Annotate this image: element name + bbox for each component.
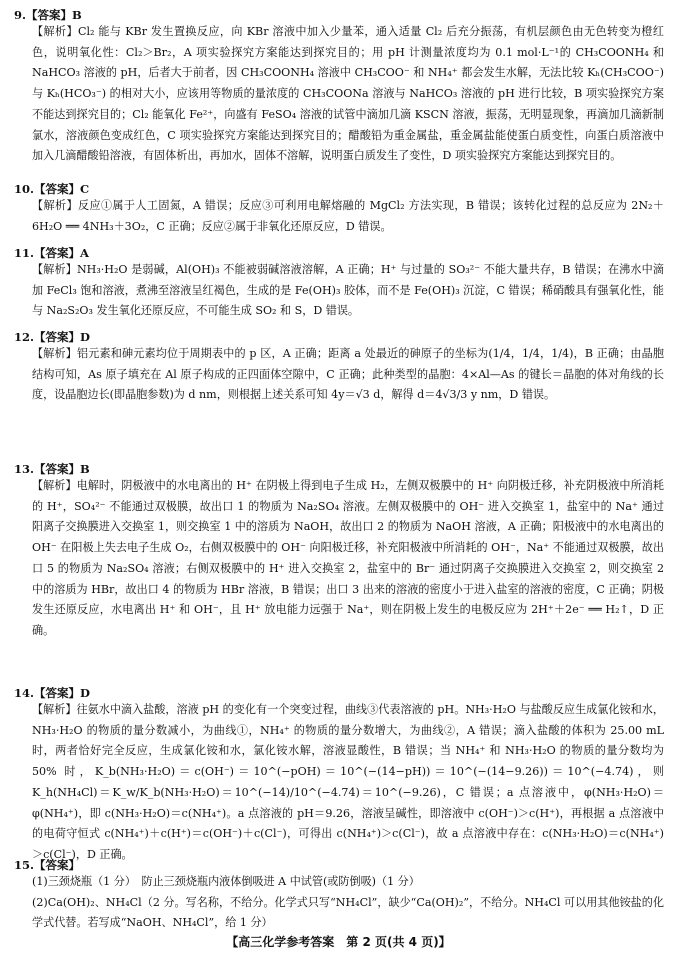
analysis-text: 【解析】NH₃·H₂O 是弱碱，Al(OH)₃ 不能被弱碱溶液溶解，A 正确；H⁺ 与过量的 SO₃²⁻ 不能大量共存，B 错误；在沸水中滴加 FeCl₃ 饱和溶液，煮沸至溶液呈红褐色，生成的是 Fe(OH)₃ 胶体，而不是 Fe(OH)₃ 沉淀，C 错误；稀硝酸具有强氧化性，能与 Na₂S₂O₃ 发生氧化还原反应，不可能生成 SO₂ 和 S，D 错误。 <box>32 263 664 318</box>
answer-line <box>14 246 664 260</box>
answer-tag: 【答案】B <box>26 8 82 22</box>
analysis-text: 【解析】铝元素和砷元素均位于周期表中的 p 区，A 正确；距离 a 处最近的砷原子的坐标为(1/4，1/4，1/4)，B 正确；由晶胞结构可知，As 原子填充在 Al 原子构成的正四面体空隙中，C 正确；此种类型的晶胞：4×Al—As 的键长＝晶胞的体对角线的长度，设晶胞边长(即晶胞参数)为 d nm，则根据上述关系可知 4y＝√3 d，解得 d＝4√3/3 y nm，D 错误。 <box>32 347 664 402</box>
answer-tag: 【答案】 <box>34 858 81 872</box>
question-number: 12. <box>14 330 35 344</box>
question-13 <box>14 462 664 642</box>
question-15 <box>14 858 664 934</box>
answer-tag: 【答案】D <box>34 330 90 344</box>
answer-tag: 【答案】D <box>34 686 90 700</box>
answer-tag: 【答案】B <box>34 462 90 476</box>
answer-line <box>14 462 664 476</box>
answer-line <box>14 858 664 872</box>
answer-tag: 【答案】C <box>34 182 90 196</box>
analysis-text: (1)三颈烧瓶（1 分） 防止三颈烧瓶内液体倒吸进 A 中试管(或防倒吸)（1 分） (2)Ca(OH)₂、NH₄Cl（2 分。写名称，不给分。化学式只写“NH₄Cl”，缺少“Ca(OH)₂”，不给分。NH₄Cl 可以用其他铵盐的化学式代替。若写成“NaOH、NH₄Cl”，给 1 分） <box>32 875 664 930</box>
answer-line <box>14 8 664 22</box>
question-number: 9. <box>14 8 27 22</box>
question-9 <box>14 8 664 167</box>
question-number: 13. <box>14 462 35 476</box>
question-14 <box>14 686 664 866</box>
analysis-text: 【解析】反应①属于人工固氮，A 错误；反应③可利用电解熔融的 MgCl₂ 方法实现，B 错误；该转化过程的总反应为 2N₂＋6H₂O ══ 4NH₃＋3O₂，C 正确；反应②属于非氧化还原反应，D 错误。 <box>32 199 664 233</box>
question-10 <box>14 182 664 237</box>
answer-tag: 【答案】A <box>34 246 89 260</box>
question-12 <box>14 330 664 406</box>
question-11 <box>14 246 664 322</box>
answer-line <box>14 686 664 700</box>
page-footer: 【高三化学参考答案 第 2 页(共 4 页)】 <box>226 935 451 949</box>
question-number: 14. <box>14 686 35 700</box>
question-number: 11. <box>14 246 35 260</box>
answer-line <box>14 182 664 196</box>
analysis-text: 【解析】Cl₂ 能与 KBr 发生置换反应，向 KBr 溶液中加入少量苯，通入适量 Cl₂ 后充分振荡，有机层颜色由无色转变为橙红色，说明氧化性：Cl₂＞Br₂，A 项实验探究方案能达到探究目的；用 pH 计测量浓度均为 0.1 mol·L⁻¹的 CH₃COONH₄ 和 NaHCO₃ 溶液的 pH，后者大于前者，因 CH₃COONH₄ 溶液中 CH₃COO⁻ 和 NH₄⁺ 都会发生水解，无法比较 Kₕ(CH₃COO⁻) 与 Kₕ(HCO₃⁻) 的相对大小，应该用等物质的量浓度的 CH₃COONa 溶液与 NaHCO₃ 溶液的 pH 进行比较，B 项实验探究方案不能达到探究目的；Cl₂ 能氧化 Fe²⁺，向盛有 FeSO₄ 溶液的试管中滴加几滴 KSCN 溶液，振荡，无明显现象，再滴加几滴新制氯水，溶液颜色变成红色，C 项实验探究方案能达到探究目的；醋酸铅为重金属盐，重金属盐能使蛋白质变性，向蛋白质溶液中加入几滴醋酸铅溶液，有固体析出，再加水，固体不溶解，说明蛋白质发生了变性，D 项实验探究方案能达到探究目的。 <box>32 25 664 163</box>
question-number: 15. <box>14 858 35 872</box>
answer-line <box>14 330 664 344</box>
question-number: 10. <box>14 182 35 196</box>
analysis-text: 【解析】往氨水中滴入盐酸，溶液 pH 的变化有一个突变过程，曲线③代表溶液的 pH。NH₃·H₂O 与盐酸反应生成氯化铵和水，NH₃·H₂O 的物质的量分数减小，为曲线①，NH₄⁺ 的物质的量分数增大，为曲线②，A 错误；滴入盐酸的体积为 25.00 mL 时，两者恰好完全反应，生成氯化铵和水，氯化铵水解，溶液显酸性，B 错误；当 NH₄⁺ 和 NH₃·H₂O 的物质的量分数均为 50% 时，K_b(NH₃·H₂O)＝c(OH⁻)＝10^(−pOH)＝10^(−(14−pH))＝10^(−(14−9.26))＝10^(−4.74)，则 K_h(NH₄Cl)＝K_w/K_b(NH₃·H₂O)＝10^(−14)/10^(−4.74)＝10^(−9.26)，C 错误；a 点溶液中，φ(NH₃·H₂O)＝φ(NH₄⁺)，即 c(NH₃·H₂O)＝c(NH₄⁺)。a 点溶液的 pH＝9.26，溶液呈碱性，即溶液中 c(OH⁻)＞c(H⁺)，再根据 a 点溶液中的电荷守恒式 c(NH₄⁺)＋c(H⁺)＝c(OH⁻)＋c(Cl⁻)，可得出 c(NH₄⁺)＞c(Cl⁻)，故 a 点溶液中存在：c(NH₃·H₂O)＝c(NH₄⁺)＞c(Cl⁻)，D 正确。 <box>32 703 664 861</box>
analysis-text: 【解析】电解时，阴极液中的水电离出的 H⁺ 在阴极上得到电子生成 H₂，左侧双极膜中的 H⁺ 向阴极迁移，补充阴极液中所消耗的 H⁺，SO₄²⁻ 不能通过双极膜，故出口 1 的物质为 Na₂SO₄ 溶液。左侧双极膜中的 OH⁻ 进入交换室 1，盐室中的 Na⁺ 通过阳离子交换膜进入交换室 1，则交换室 1 中的溶质为 NaOH，故出口 2 的物质为 NaOH 溶液，A 正确；阳极液中的水电离出的 OH⁻ 在阳极上失去电子生成 O₂，右侧双极膜中的 OH⁻ 向阳极迁移，补充阳极液中所消耗的 OH⁻，Na⁺ 不能通过双极膜，故出口 5 的物质为 Na₂SO₄ 溶液；右侧双极膜中的 H⁺ 进入交换室 2，盐室中的 Br⁻ 通过阴离子交换膜进入交换室 2，则交换室 2 中的溶质为 HBr，故出口 4 的物质为 HBr 溶液，B 错误；出口 3 出来的溶液的密度小于进入盐室的溶液的密度，C 正确；阴极发生还原反应，水电离出 H⁺ 和 OH⁻，且 H⁺ 放电能力远强于 Na⁺，则在阴极上发生的电极反应为 2H⁺＋2e⁻ ══ H₂↑，D 正确。 <box>32 479 664 637</box>
